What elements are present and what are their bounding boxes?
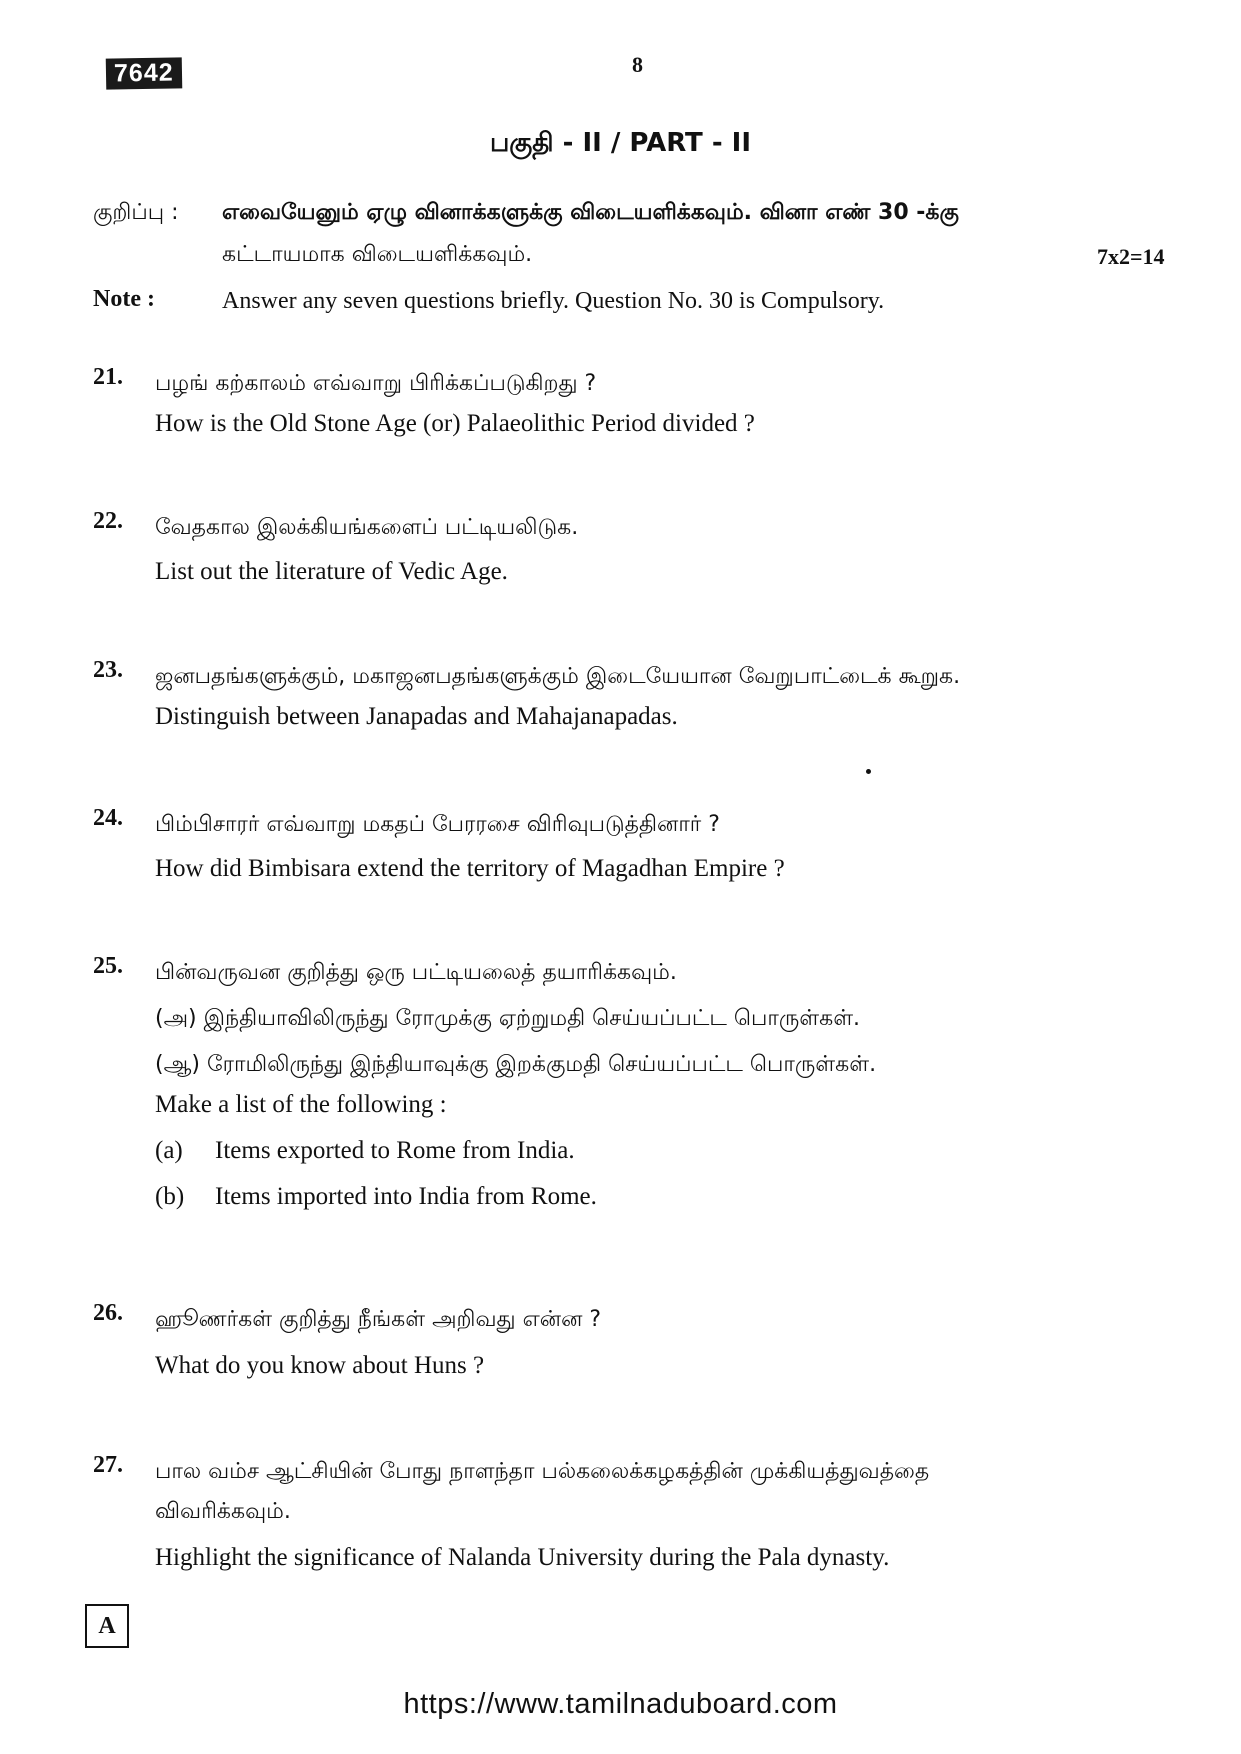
question-text-tamil: வேதகால இலக்கியங்களைப் பட்டியலிடுக. [155, 515, 579, 540]
question-text-english: How is the Old Stone Age (or) Palaeolithic Period divided ? [155, 410, 755, 437]
question-subitem-english-b [155, 1177, 1181, 1217]
subitem-label: (a) [155, 1137, 183, 1164]
question-26 [93, 1300, 1181, 1386]
question-text-english: Distinguish between Janapadas and Mahajanapadas. [155, 703, 678, 730]
question-number: 27. [93, 1452, 123, 1478]
question-text-tamil: பால வம்ச ஆட்சியின் போது நாளந்தா பல்கலைக்கழகத்தின் முக்கியத்துவத்தை [155, 1459, 930, 1484]
question-number: 21. [93, 364, 123, 390]
version-box: A [85, 1604, 129, 1648]
question-number: 23. [93, 657, 123, 683]
paper-code: 7642 [106, 57, 182, 89]
question-text-english: Make a list of the following : [155, 1091, 447, 1118]
question-text-tamil: பிம்பிசாரர் எவ்வாறு மகதப் பேரரசை விரிவுபடுத்தினார் ? [155, 812, 720, 837]
question-subitem-tamil-a: (அ) இந்தியாவிலிருந்து ரோமுக்கு ஏற்றுமதி செய்யப்பட்ட பொருள்கள். [155, 1006, 861, 1031]
question-21 [93, 364, 1181, 444]
part-title: பகுதி - II / PART - II [489, 128, 752, 158]
question-text-english: List out the literature of Vedic Age. [155, 558, 508, 585]
page-number: 8 [632, 52, 643, 77]
stray-dot [866, 769, 871, 774]
question-number: 25. [93, 953, 123, 979]
subitem-label: (b) [155, 1183, 185, 1210]
question-22 [93, 508, 1181, 592]
question-text-english: How did Bimbisara extend the territory of Magadhan Empire ? [155, 855, 785, 882]
question-text-tamil: பழங் கற்காலம் எவ்வாறு பிரிக்கப்படுகிறது ? [155, 371, 597, 396]
question-text-english: Highlight the significance of Nalanda University during the Pala dynasty. [155, 1544, 890, 1571]
question-25 [93, 953, 1181, 1217]
question-27 [93, 1452, 1181, 1578]
note-text-tamil-line1: எவையேனும் ஏழு வினாக்களுக்கு விடையளிக்கவும். வினா எண் 30 -க்கு [222, 200, 959, 225]
question-text-tamil: பின்வருவன குறித்து ஒரு பட்டியலைத் தயாரிக்கவும். [155, 960, 677, 985]
note-text-english: Answer any seven questions briefly. Question No. 30 is Compulsory. [222, 288, 885, 314]
question-text-tamil-cont: விவரிக்கவும். [155, 1499, 291, 1524]
question-number: 22. [93, 508, 123, 534]
note-label-english: Note : [93, 286, 155, 312]
question-23 [93, 657, 1181, 737]
question-subitem-tamil-b: (ஆ) ரோமிலிருந்து இந்தியாவுக்கு இறக்குமதி செய்யப்பட்ட பொருள்கள். [155, 1052, 877, 1077]
question-text-tamil: ஜனபதங்களுக்கும், மகாஜனபதங்களுக்கும் இடையேயான வேறுபாட்டைக் கூறுக. [155, 664, 961, 689]
question-number: 26. [93, 1300, 123, 1326]
footer-url: https://www.tamilnaduboard.com [403, 1688, 838, 1720]
note-label-tamil: குறிப்பு : [93, 200, 179, 225]
question-subitem-english-a [155, 1131, 1181, 1171]
note-text-tamil-line2: கட்டாயமாக விடையளிக்கவும். [222, 242, 533, 267]
question-text-english: What do you know about Huns ? [155, 1352, 485, 1379]
question-24 [93, 805, 1181, 889]
subitem-text: Items exported to Rome from India. [215, 1137, 575, 1164]
question-number: 24. [93, 805, 123, 831]
question-text-tamil: ஹூணர்கள் குறித்து நீங்கள் அறிவது என்ன ? [155, 1307, 602, 1332]
subitem-text: Items imported into India from Rome. [215, 1183, 597, 1210]
marks-allocation: 7x2=14 [1097, 244, 1165, 269]
